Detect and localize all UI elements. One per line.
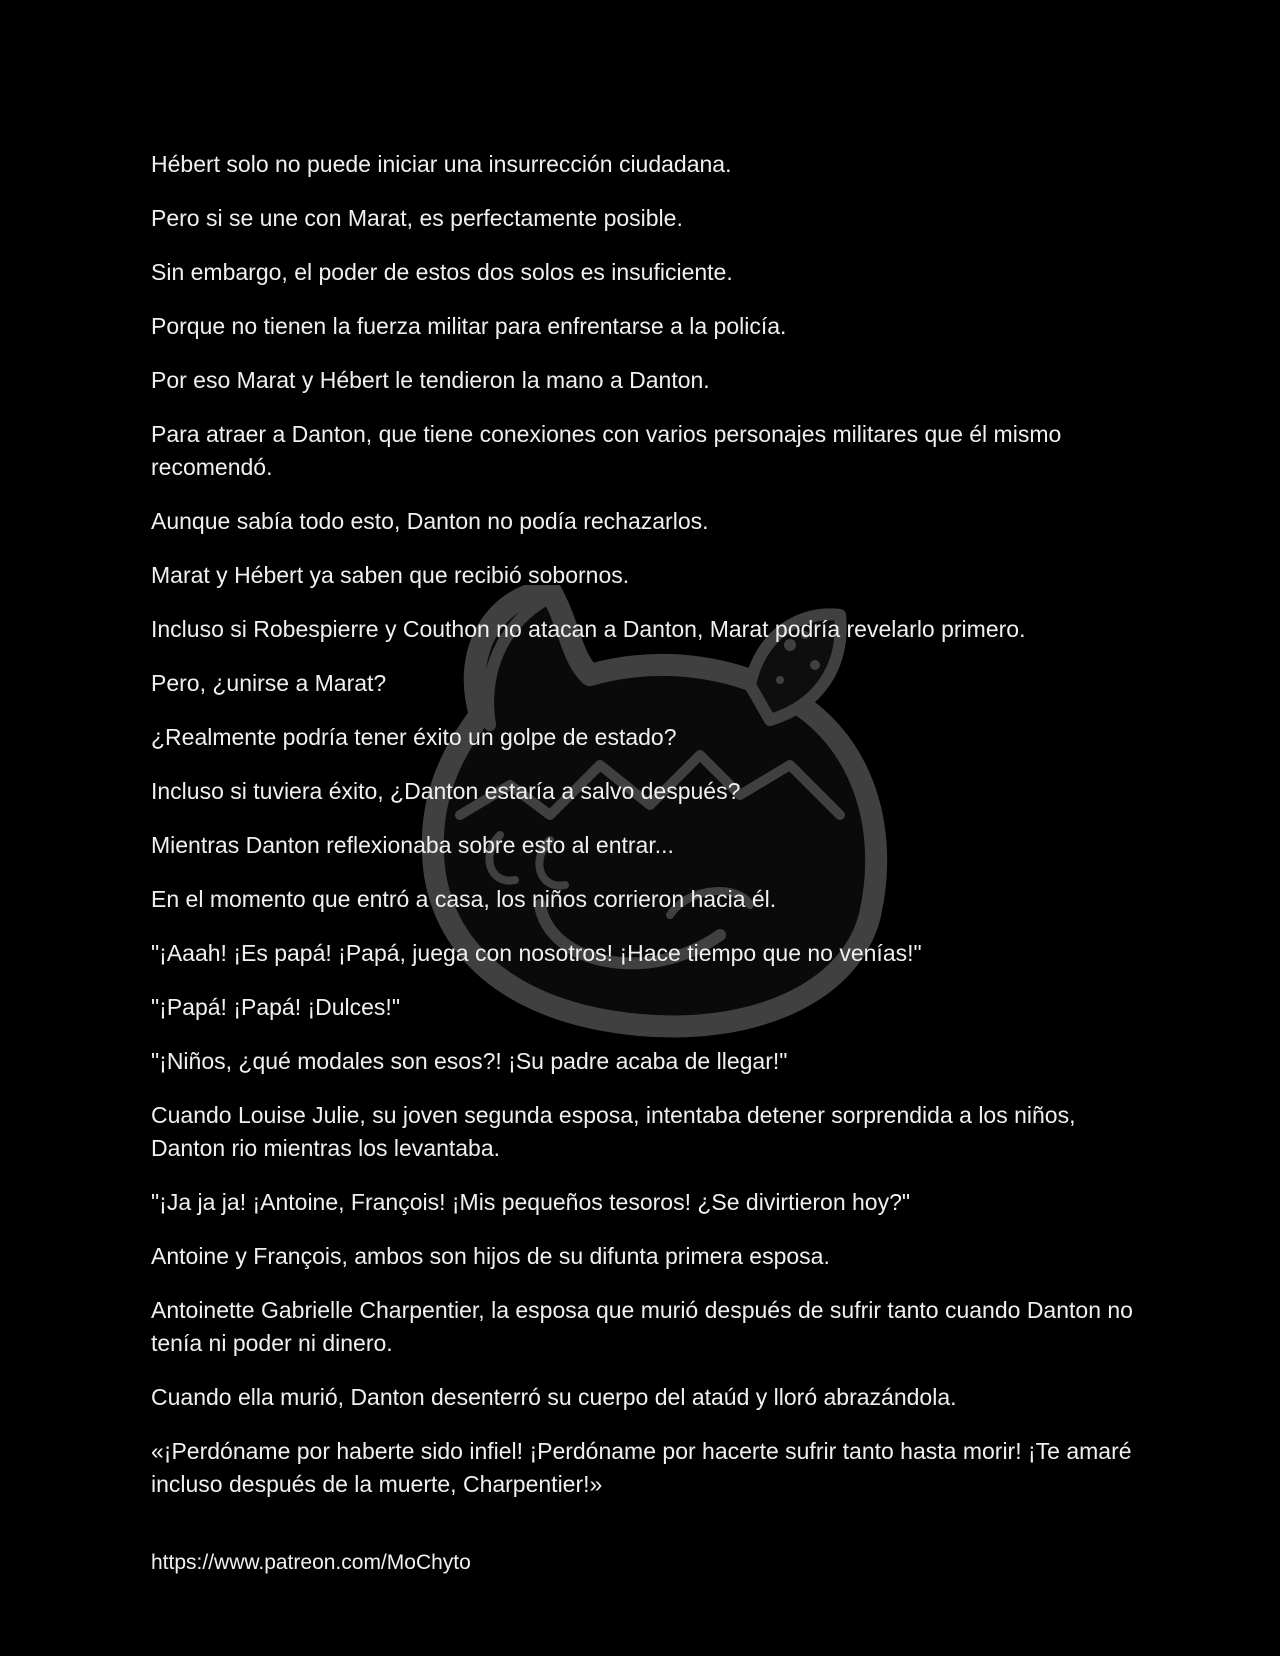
paragraph: ¿Realmente podría tener éxito un golpe de estado? (151, 724, 677, 750)
paragraph: Antoinette Gabrielle Charpentier, la esposa que murió después de sufrir tanto cuando Danton no tenía ni poder ni dinero. (151, 1297, 1133, 1356)
paragraph: Mientras Danton reflexionaba sobre esto al entrar... (151, 832, 674, 858)
paragraph: Incluso si tuviera éxito, ¿Danton estaría a salvo después? (151, 778, 741, 804)
paragraph: Antoine y François, ambos son hijos de su difunta primera esposa. (151, 1243, 830, 1269)
paragraph: Pero si se une con Marat, es perfectamente posible. (151, 205, 683, 231)
paragraph: Hébert solo no puede iniciar una insurrección ciudadana. (151, 151, 732, 177)
paragraph: Cuando Louise Julie, su joven segunda esposa, intentaba detener sorprendida a los niños, Danton rio mientras los levantaba. (151, 1102, 1076, 1161)
paragraph: "¡Aaah! ¡Es papá! ¡Papá, juega con nosotros! ¡Hace tiempo que no venías!" (151, 940, 922, 966)
paragraph: «¡Perdóname por haberte sido infiel! ¡Perdóname por hacerte sufrir tanto hasta morir! ¡Te amaré incluso después de la muerte, Charpentier!» (151, 1438, 1132, 1497)
paragraph: Por eso Marat y Hébert le tendieron la mano a Danton. (151, 367, 710, 393)
patreon-link[interactable]: https://www.patreon.com/MoChyto (151, 1551, 471, 1574)
paragraph: Marat y Hébert ya saben que recibió sobornos. (151, 562, 630, 588)
paragraph: Aunque sabía todo esto, Danton no podía rechazarlos. (151, 508, 709, 534)
paragraph: "¡Papá! ¡Papá! ¡Dulces!" (151, 994, 400, 1020)
paragraph: "¡Ja ja ja! ¡Antoine, François! ¡Mis pequeños tesoros! ¿Se divirtieron hoy?" (151, 1189, 911, 1215)
paragraph: Para atraer a Danton, que tiene conexiones con varios personajes militares que él mismo recomendó. (151, 421, 1062, 480)
paragraph: En el momento que entró a casa, los niños corrieron hacia él. (151, 886, 777, 912)
paragraph: Porque no tienen la fuerza militar para enfrentarse a la policía. (151, 313, 787, 339)
paragraph: Pero, ¿unirse a Marat? (151, 670, 387, 696)
paragraph: Sin embargo, el poder de estos dos solos es insuficiente. (151, 259, 733, 285)
text-body (151, 148, 1151, 1522)
paragraph: "¡Niños, ¿qué modales son esos?! ¡Su padre acaba de llegar!" (151, 1048, 788, 1074)
paragraph: Cuando ella murió, Danton desenterró su cuerpo del ataúd y lloró abrazándola. (151, 1384, 957, 1410)
paragraph: Incluso si Robespierre y Couthon no atacan a Danton, Marat podría revelarlo primero. (151, 616, 1026, 642)
